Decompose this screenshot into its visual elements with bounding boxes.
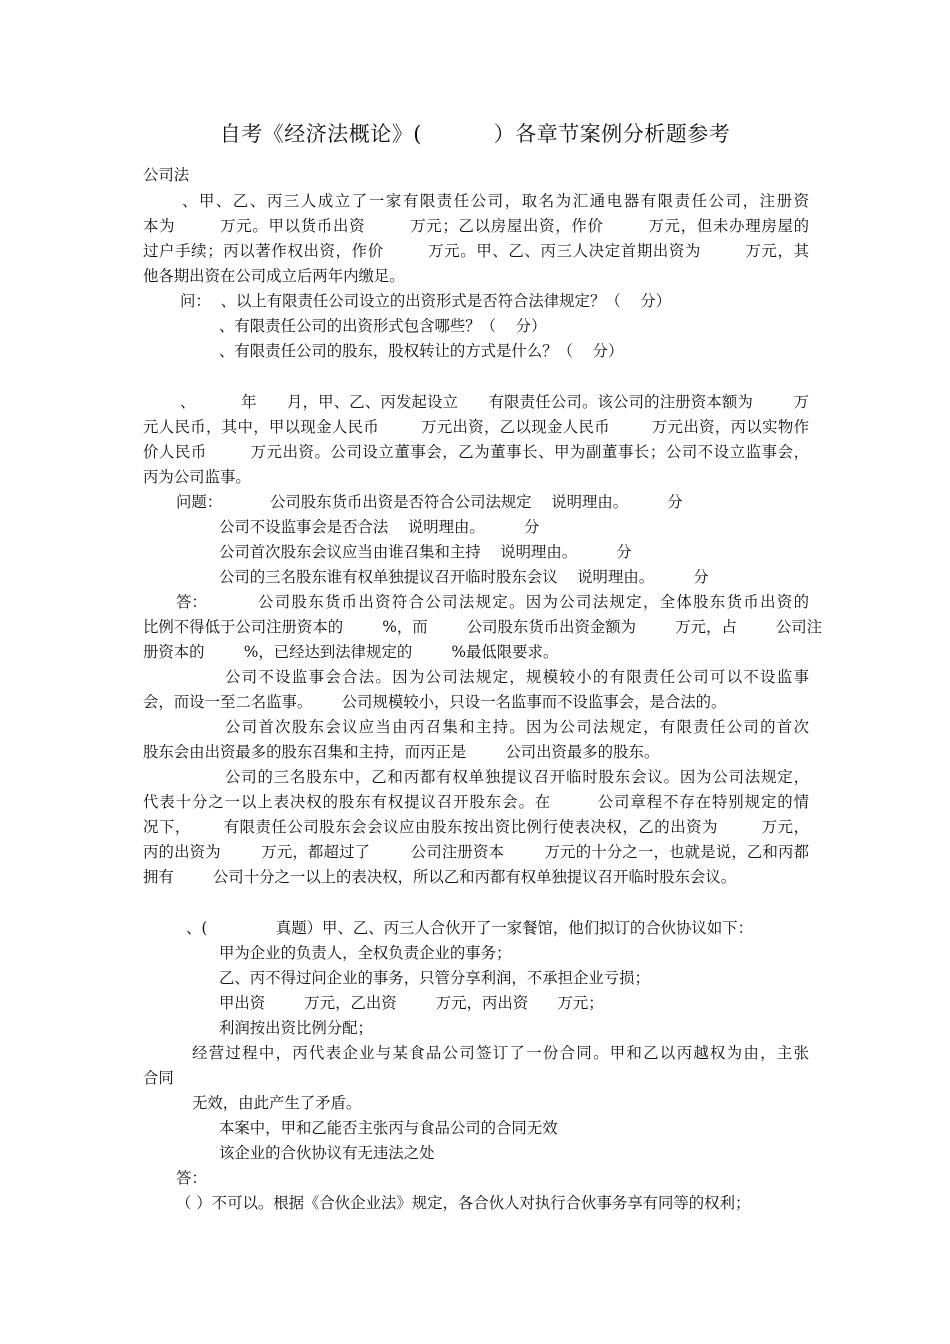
case3-item-3: 甲出资 万元，乙出资 万元，丙出资 万元； [219, 994, 604, 1012]
case2-answer-4-line-1: 公司的三名股东中，乙和丙都有权单独提议召开临时股东会议。因为公司法规定， [225, 768, 809, 786]
case2-answer-1-line-1: 公司股东货币出资符合公司法规定。因为公司法规定，全体股东货币出资的 [258, 593, 809, 611]
case2-answer-2-line-1: 公司不设监事会合法。因为公司法规定，规模较小的有限责任公司可以不设监事 [225, 668, 809, 686]
case3-question-2: 该企业的合伙协议有无违法之处 [219, 1144, 435, 1162]
case2-question-3: 公司首次股东会议应当由谁召集和主持 说明理由。 分 [219, 543, 632, 561]
case3-item-2: 乙、丙不得过问企业的事务，只管分享利润，不承担企业亏损； [219, 969, 650, 987]
case2-question-1: 公司股东货币出资是否符合公司法规定 说明理由。 分 [270, 493, 683, 511]
case2-line-2: 元人民币，其中，甲以现金人民币 万元出资，乙以现金人民币 万元出资，丙以实物作 [143, 418, 809, 436]
case3-paragraph-line-3: 无效，由此产生了矛盾。 [192, 1094, 362, 1112]
case2-question-2: 公司不设监事会是否合法 说明理由。 分 [219, 518, 540, 536]
section-heading: 公司法 [143, 166, 190, 184]
document-title: 自考《经济法概论》( ）各章节案例分析题参考 [219, 122, 731, 146]
case2-question-4: 公司的三名股东谁有权单独提议召开临时股东会议 说明理由。 分 [219, 568, 709, 586]
case2-line-1: 、 年 月，甲、乙、丙发起设立 有限责任公司。该公司的注册资本额为 万 [180, 393, 809, 411]
case2-answer-3-line-1: 公司首次股东会议应当由丙召集和主持。因为公司法规定，有限责任公司的首次 [225, 718, 809, 736]
case2-line-3: 价人民币 万元出资。公司设立董事会，乙为董事长、甲为副董事长；公司不设立监事会， [143, 443, 809, 461]
case2-answer-3-line-2: 股东会由出资最多的股东召集和主持，而丙正是 公司出资最多的股东。 [143, 743, 660, 761]
case2-question-label: 问题： [176, 493, 223, 511]
case2-answer-1-line-3: 册资本的 %，已经达到法律规定的 %最低限要求。 [143, 643, 559, 661]
case1-line-2: 本为 万元。甲以货币出资 万元；乙以房屋出资，作价 万元，但未办理房屋的 [143, 217, 809, 235]
case2-answer-1-line-2: 比例不得低于公司注册资本的 %，而 公司股东货币出资金额为 万元，占 公司注 [143, 618, 823, 636]
case2-answer-label: 答： [176, 593, 207, 611]
case3-paragraph-line-2: 合同 [143, 1069, 174, 1087]
case1-question-1: 问： 、以上有限责任公司设立的出资形式是否符合法律规定？（ 分） [180, 292, 672, 310]
case2-answer-4-line-3: 况下， 有限责任公司股东会会议应由股东按出资比例行使表决权，乙的出资为 万元， [143, 818, 809, 836]
case1-question-2: 、有限责任公司的出资形式包含哪些？（ 分） [219, 317, 547, 335]
case3-answer-1: （ ）不可以。根据《合伙企业法》规定，各合伙人对执行合伙事务享有同等的权利； [176, 1194, 751, 1212]
case1-line-1: 、甲、乙、丙三人成立了一家有限责任公司，取名为汇通电器有限责任公司，注册资 [143, 192, 809, 210]
case3-paragraph-line-1: 经营过程中，丙代表企业与某食品公司签订了一份合同。甲和乙以丙越权为由，主张 [192, 1044, 809, 1062]
case2-answer-4-line-4: 丙的出资为 万元，都超过了 公司注册资本 万元的十分之一，也就是说，乙和丙都 [143, 843, 809, 861]
case3-item-4: 利润按出资比例分配； [219, 1019, 373, 1037]
case3-question-1: 本案中，甲和乙能否主张丙与食品公司的合同无效 [219, 1119, 558, 1137]
case1-line-4: 他各期出资在公司成立后两年内缴足。 [143, 267, 405, 285]
case2-answer-4-line-5: 拥有 公司十分之一以上的表决权，所以乙和丙都有权单独提议召开临时股东会议。 [143, 868, 737, 886]
case3-answer-label: 答： [176, 1169, 207, 1187]
case2-answer-4-line-2: 代表十分之一以上表决权的股东有权提议召开股东会。在 公司章程不存在特别规定的情 [143, 793, 809, 811]
case3-item-1: 甲为企业的负责人，全权负责企业的事务； [219, 944, 512, 962]
case1-question-3: 、有限责任公司的股东，股权转让的方式是什么？（ 分） [219, 342, 624, 360]
case3-intro: 、( 真题）甲、乙、丙三人合伙开了一家餐馆，他们拟订的合伙协议如下： [186, 919, 753, 937]
case1-line-3: 过户手续；丙以著作权出资，作价 万元。甲、乙、丙三人决定首期出资为 万元，其 [143, 242, 809, 260]
case2-line-4: 丙为公司监事。 [143, 468, 251, 486]
case2-answer-2-line-2: 会，而设一至二名监事。 公司规模较小，只设一名监事而不设监事会，是合法的。 [143, 693, 727, 711]
